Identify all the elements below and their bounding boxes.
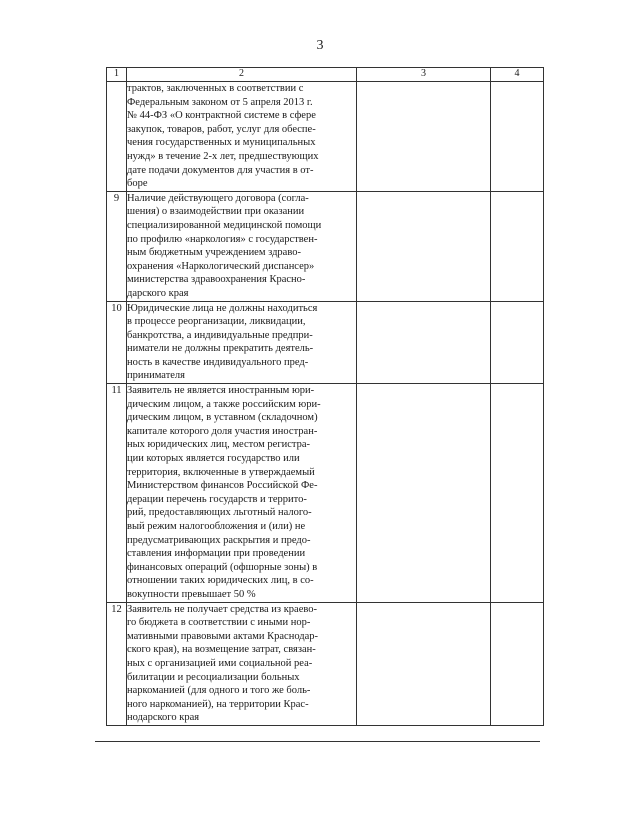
table-row bbox=[107, 602, 544, 725]
row-number: 12 bbox=[107, 602, 127, 725]
table-row bbox=[107, 191, 544, 301]
cell-col3 bbox=[357, 191, 491, 301]
table-row bbox=[107, 82, 544, 192]
cell-col3 bbox=[357, 82, 491, 192]
criterion-text: Наличие действующего договора (согла- шения) о взаимодействии при оказании специализированной медицинской помощи по профилю «наркология» с государствен- ным бюджетным учреждением здраво- охранения «Наркологический диспансер» министерства здравоохранения Красно- дарского края bbox=[127, 191, 357, 301]
table-row bbox=[107, 301, 544, 384]
row-number: 11 bbox=[107, 384, 127, 603]
table-header-row bbox=[107, 68, 544, 82]
footer-rule bbox=[95, 741, 540, 742]
row-number: 9 bbox=[107, 191, 127, 301]
criterion-text: трактов, заключенных в соответствии с Федеральным законом от 5 апреля 2013 г. № 44-ФЗ «О контрактной системе в сфере закупок, товаров, работ, услуг для обеспе- чения государственных и муниципальных нужд» в течение 2-х лет, предшествующих дате подачи документов для участия в от- боре bbox=[127, 82, 357, 192]
row-number bbox=[107, 82, 127, 192]
row-number: 10 bbox=[107, 301, 127, 384]
cell-col4 bbox=[491, 191, 544, 301]
cell-col3 bbox=[357, 384, 491, 603]
cell-col4 bbox=[491, 301, 544, 384]
criterion-text: Заявитель не получает средства из краево- го бюджета в соответствии с иными нор- мативными правовыми актами Краснодар- ского края), на возмещение затрат, связан- ных с организацией ими социальной реа- билитации и ресоциализации больных наркоманией (для одного и того же боль- ного наркоманией), на территории Крас- нодарского края bbox=[127, 602, 357, 725]
cell-col3 bbox=[357, 602, 491, 725]
column-header-3: 3 bbox=[357, 68, 491, 82]
table-row bbox=[107, 384, 544, 603]
criterion-text: Юридические лица не должны находиться в процессе реорганизации, ликвидации, банкротства, а индивидуальные предпри- ниматели не должны прекратить деятель- ность в качестве индивидуального пред- принимателя bbox=[127, 301, 357, 384]
cell-col4 bbox=[491, 384, 544, 603]
cell-col3 bbox=[357, 301, 491, 384]
cell-col4 bbox=[491, 82, 544, 192]
column-header-1: 1 bbox=[107, 68, 127, 82]
cell-col4 bbox=[491, 602, 544, 725]
column-header-2: 2 bbox=[127, 68, 357, 82]
page-number: 3 bbox=[316, 38, 324, 53]
criterion-text: Заявитель не является иностранным юри- дическим лицом, а также российским юри- дическим лицом, в уставном (складочном) капитале которого доля участия иностран- ных юридических лиц, местом регистра- ции которых является государство или территория, включенные в утверждаемый Министерством финансов Российской Фе- дерации перечень государств и террито- рий, предоставляющих льготный налого- вый режим налогообложения и (или) не предусматривающих раскрытия и предо- ставления информации при проведении финансовых операций (офшорные зоны) в отношении таких юридических лиц, в со- вокупности превышает 50 % bbox=[127, 384, 357, 603]
criteria-table bbox=[106, 67, 544, 726]
column-header-4: 4 bbox=[491, 68, 544, 82]
